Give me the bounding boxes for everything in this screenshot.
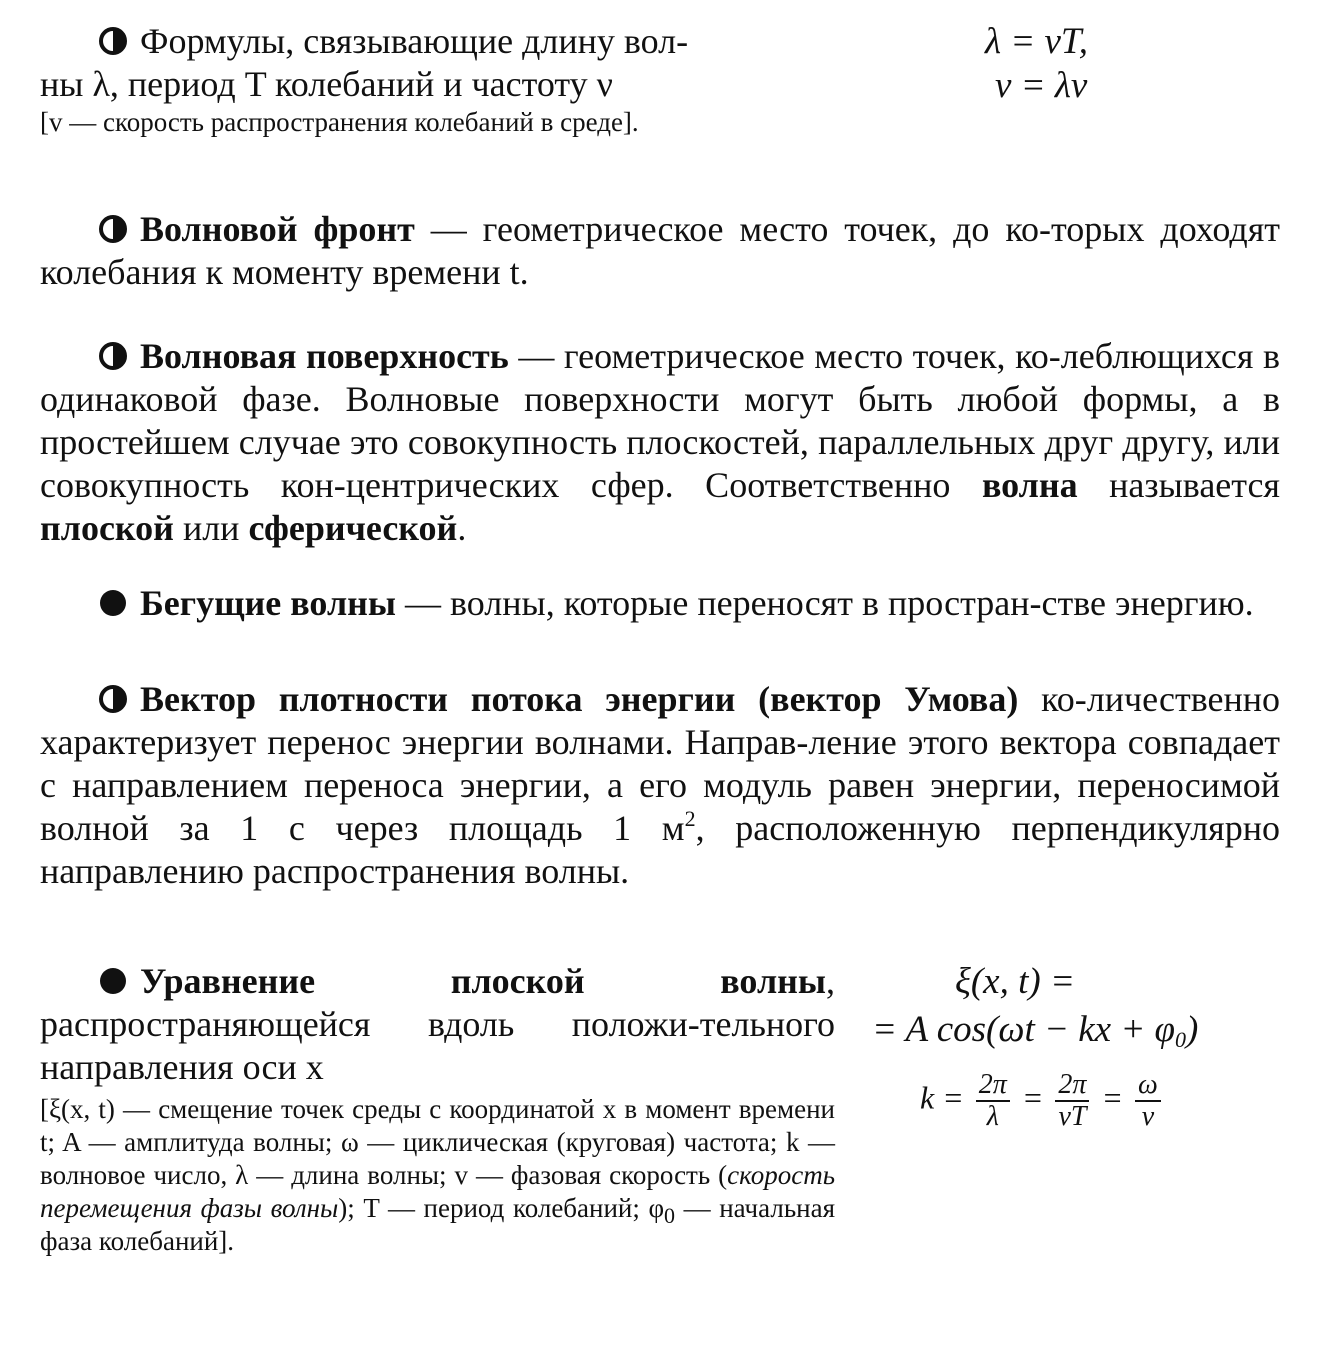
wave-surface-term: Волновая поверхность bbox=[140, 336, 509, 376]
fraction-2pi-over-lambda bbox=[976, 1070, 1010, 1132]
wave-surface-text4: . bbox=[457, 508, 467, 548]
wavefront-text: — геометрическое место точек, до ко-торых доходят колебания к моменту времени t. bbox=[40, 209, 1280, 292]
equation-cos-part: = A cos(ωt − kx + φ bbox=[872, 1009, 1176, 1050]
half-filled-circle-icon bbox=[98, 684, 128, 714]
wavefront-term: Волновой фронт bbox=[140, 209, 415, 249]
fraction-2pi-over-vt bbox=[1055, 1070, 1089, 1132]
umov-vector-term: Вектор плотности потока энергии (вектор Умова) bbox=[140, 679, 1019, 719]
plane-wave-note-part1: [ξ(x, t) — смещение точек среды с координатой x в момент времени t; A — амплитуда волны; ω — циклическая (круговая) частота; k — волновое число, λ — длина волны; v — фазовая скорость ( bbox=[40, 1094, 835, 1190]
equation-close-paren: ) bbox=[1186, 1009, 1199, 1050]
fraction-numerator: 2π bbox=[976, 1070, 1010, 1102]
fraction-omega-over-v bbox=[1135, 1070, 1161, 1132]
wave-bold-word: волна bbox=[981, 465, 1078, 505]
fraction-denominator: v bbox=[1141, 1101, 1155, 1132]
plane-wave-description: , распространяющейся вдоль положи-тельного направления оси x bbox=[40, 961, 835, 1087]
plane-bold-word: плоской bbox=[40, 508, 174, 548]
wavelength-note: [v — скорость распространения колебаний в среде]. bbox=[40, 107, 639, 137]
fraction-denominator: vT bbox=[1058, 1101, 1087, 1132]
plane-wave-equation-block bbox=[40, 960, 835, 1258]
wave-surface-text2: называется bbox=[1077, 465, 1280, 505]
umov-vector-paragraph bbox=[40, 678, 1280, 893]
equation-xi-rhs bbox=[872, 1008, 1198, 1052]
umov-vector-text2: , расположенную перпендикулярно направлению распространения волны. bbox=[40, 808, 1280, 891]
wavefront-paragraph bbox=[40, 208, 1280, 294]
wavelength-line1: Формулы, связывающие длину вол- bbox=[140, 21, 689, 61]
wave-surface-text3: или bbox=[173, 508, 249, 548]
wave-surface-paragraph bbox=[40, 335, 1280, 550]
wave-surface-text1: — геометрическое место точек, ко-леблющихся в одинаковой фазе. Волновые поверхности могут быть любой формы, а в простейшем случае это совокупность плоскостей, параллельных друг другу, или совокупность кон-центрических сфер. Соответственно bbox=[40, 336, 1280, 505]
plane-wave-note-part2: ); T — период колебаний; φ bbox=[338, 1193, 665, 1223]
wavelength-formulas-block bbox=[40, 20, 835, 139]
equation-xi-lhs: ξ(x, t) = bbox=[955, 961, 1075, 1002]
equals-sign: = bbox=[1101, 1079, 1124, 1116]
travelling-waves-paragraph bbox=[40, 582, 1280, 625]
wavelength-line2: ны λ, период T колебаний и частоту ν bbox=[40, 64, 613, 104]
equation-phi-subscript: 0 bbox=[1175, 1027, 1187, 1052]
formula-v-lambda-nu: v = λν bbox=[995, 65, 1088, 106]
square-exponent: 2 bbox=[684, 806, 696, 831]
plane-wave-note-part3: — начальная фаза колебаний]. bbox=[40, 1193, 835, 1256]
plane-wave-text bbox=[40, 960, 835, 1089]
travelling-waves-text: — волны, которые переносят в простран-стве энергию. bbox=[396, 583, 1254, 623]
equals-sign: = bbox=[1021, 1079, 1044, 1116]
fraction-numerator: 2π bbox=[1055, 1070, 1089, 1102]
phi-subscript: 0 bbox=[664, 1203, 676, 1228]
wavelength-formulas-text bbox=[40, 20, 835, 106]
travelling-waves-term: Бегущие волны bbox=[140, 583, 397, 623]
formula-lambda-vt: λ = vT, bbox=[985, 21, 1088, 62]
plane-wave-note bbox=[40, 1093, 835, 1258]
wave-number-equation bbox=[920, 1070, 1165, 1132]
phase-velocity-definition: скорость перемещения фазы волны bbox=[40, 1160, 835, 1223]
filled-circle-icon bbox=[98, 588, 128, 618]
spherical-bold-word: сферической bbox=[248, 508, 458, 548]
half-filled-circle-icon bbox=[98, 26, 128, 56]
half-filled-circle-icon bbox=[98, 214, 128, 244]
filled-circle-icon bbox=[98, 966, 128, 996]
half-filled-circle-icon bbox=[98, 341, 128, 371]
umov-vector-text1: ко-личественно характеризует перенос энергии волнами. Направ-ление этого вектора совпадает с направлением переноса энергии, а его модуль равен энергии, переносимой волной за 1 с через площадь 1 м bbox=[40, 679, 1280, 848]
fraction-denominator: λ bbox=[986, 1101, 999, 1132]
wave-number-lhs: k = bbox=[920, 1079, 964, 1116]
plane-wave-term: Уравнение плоской волны bbox=[140, 961, 826, 1001]
fraction-numerator: ω bbox=[1135, 1070, 1161, 1102]
